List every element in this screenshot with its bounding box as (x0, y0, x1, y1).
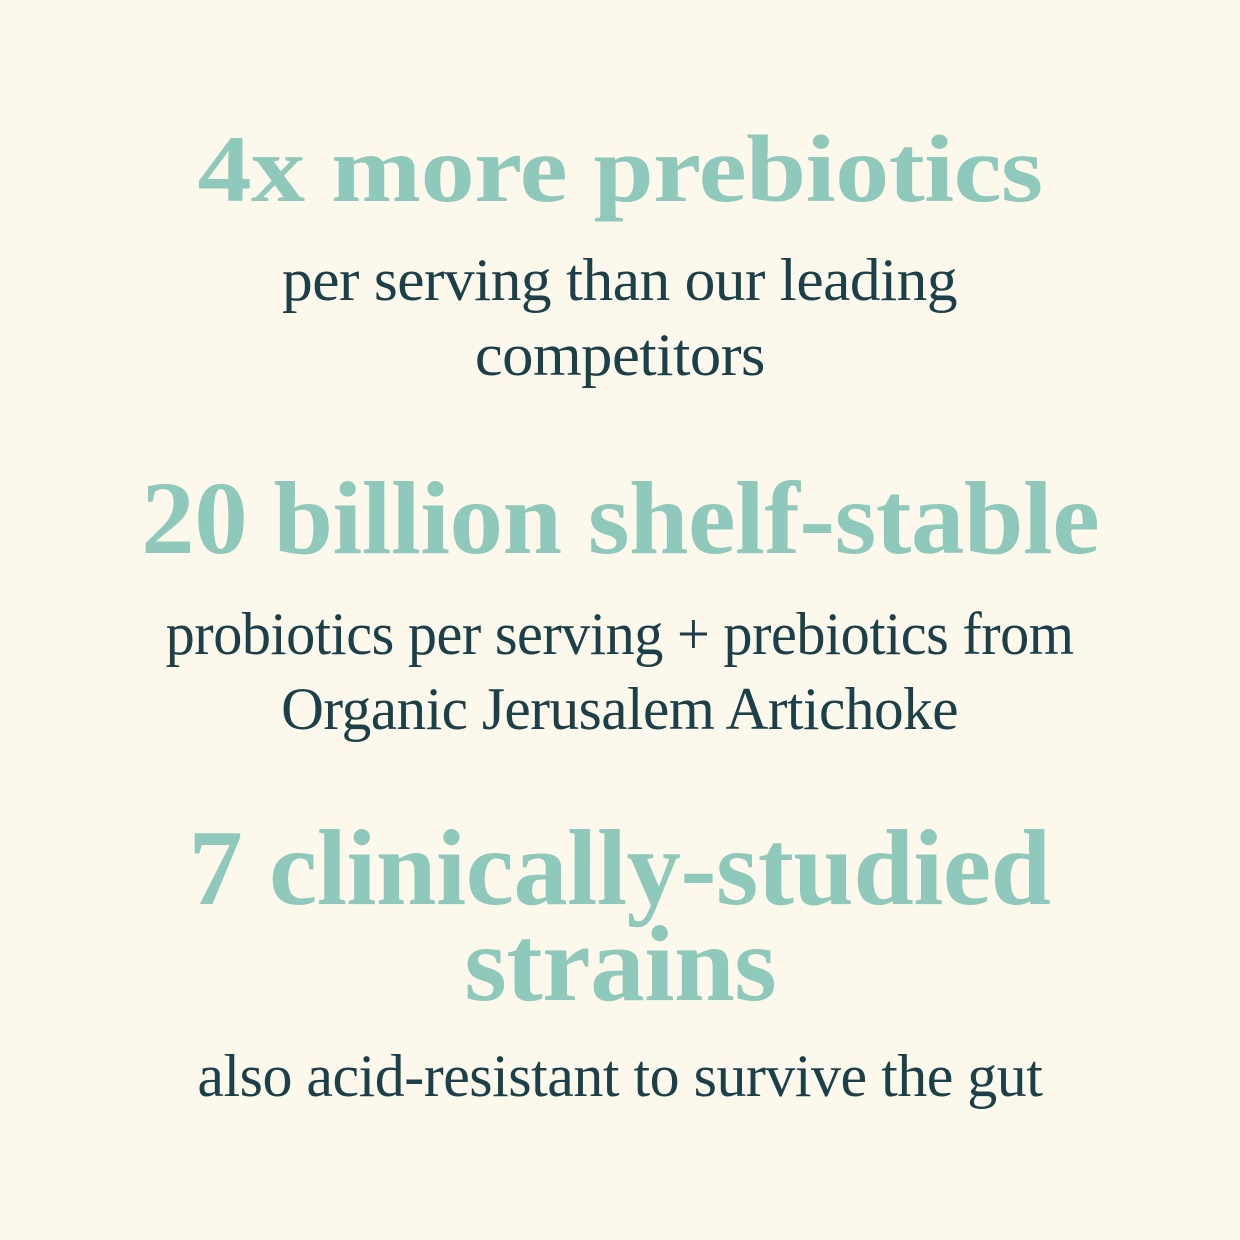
description-line (0, 1039, 1240, 1114)
stat-headline-prebiotics (0, 116, 1240, 222)
headline-line (0, 905, 1240, 1024)
headline-line (0, 809, 1240, 928)
headline-text: 4x more prebiotics (197, 116, 1043, 222)
description-text: per serving than our leading (282, 247, 958, 313)
stat-description-strains (0, 1039, 1240, 1114)
description-text: also acid-resistant to survive the gut (197, 1043, 1043, 1109)
headline-text: strains (464, 905, 776, 1024)
stat-section-strains (0, 809, 1240, 1114)
description-line (0, 318, 1240, 393)
description-text: Organic Jerusalem Artichoke (281, 676, 959, 742)
description-line (0, 672, 1240, 747)
stat-description-prebiotics (0, 243, 1240, 393)
description-line (0, 243, 1240, 318)
headline-text: 7 clinically-studied (188, 809, 1052, 928)
stat-section-probiotics (0, 461, 1240, 747)
headline-line (0, 461, 1240, 576)
headline-text: 20 billion shelf-stable (140, 461, 1100, 576)
stat-headline-probiotics (0, 461, 1240, 576)
stat-description-probiotics (0, 597, 1240, 747)
stat-section-prebiotics (0, 116, 1240, 393)
description-text: competitors (474, 322, 766, 388)
description-text: probiotics per serving + prebiotics from (165, 601, 1074, 667)
headline-line (0, 116, 1240, 222)
description-line (0, 597, 1240, 672)
stat-headline-strains (0, 809, 1240, 1024)
